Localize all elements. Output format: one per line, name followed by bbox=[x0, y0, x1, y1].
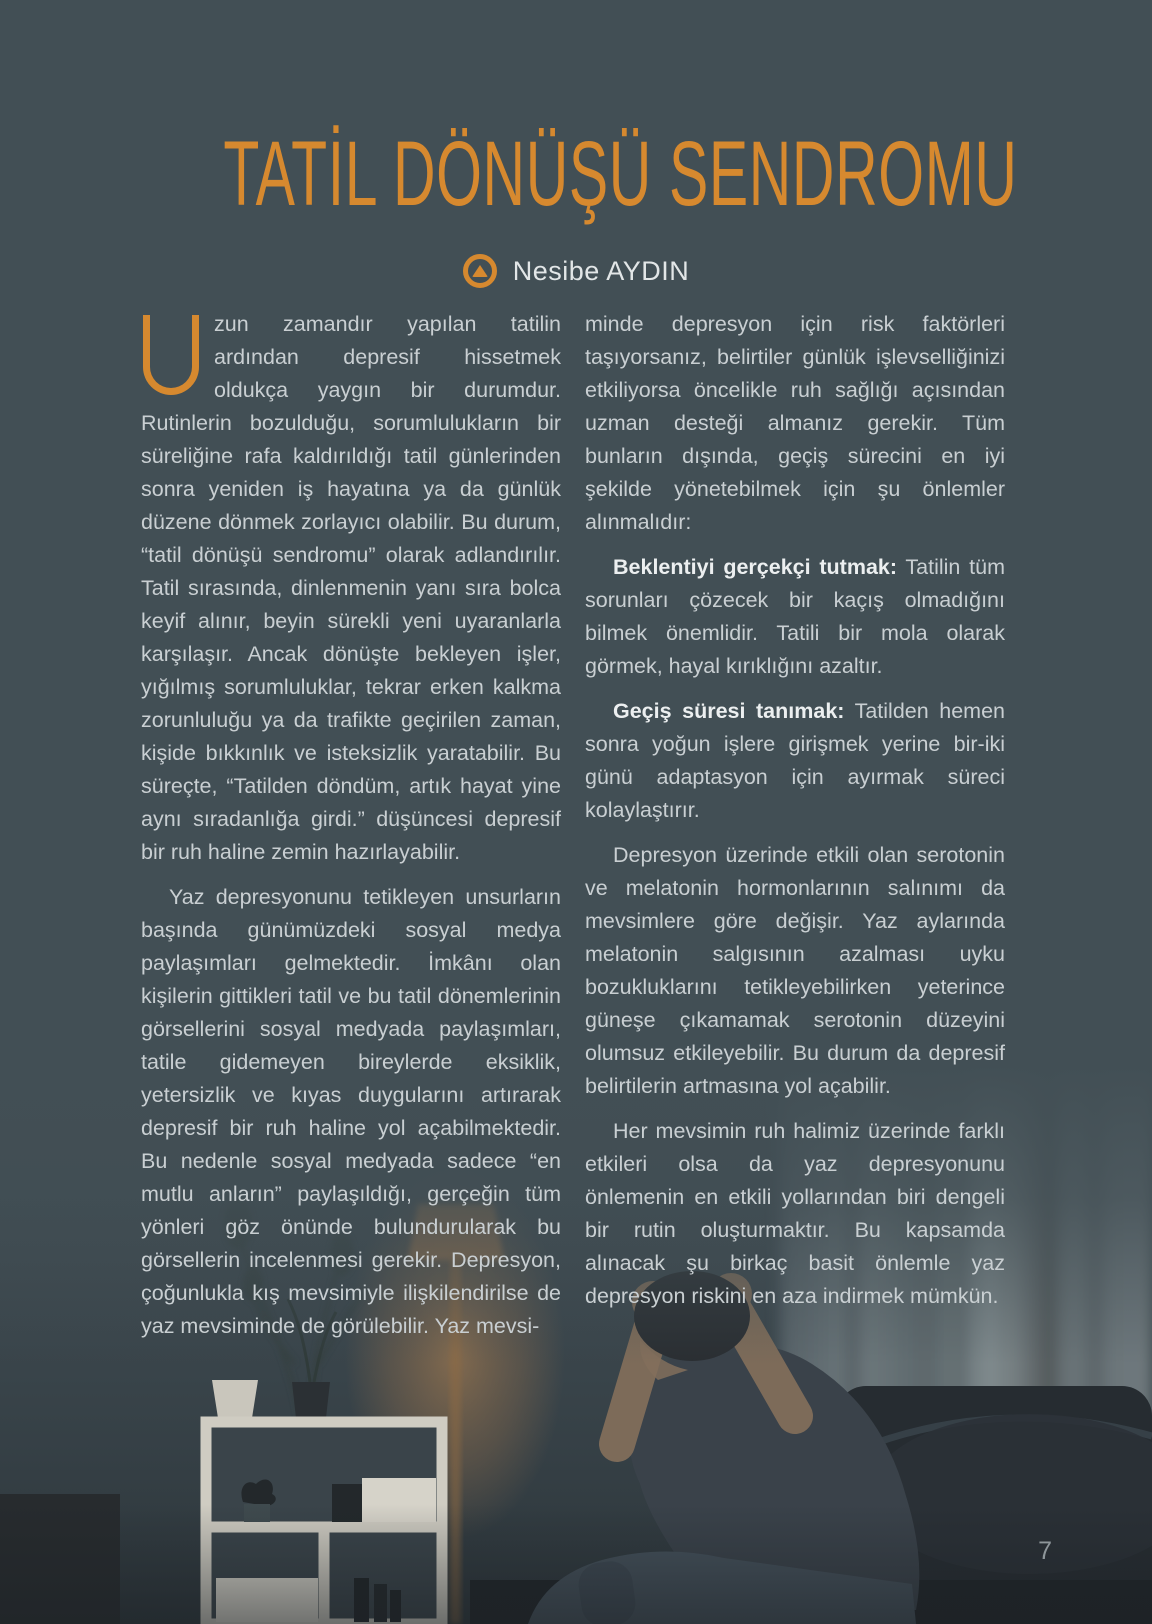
paragraph-2: Yaz depresyonunu tetikleyen unsurların başında günümüzdeki sosyal medya paylaşımları gelmektedir. İmkânı olan kişilerin gittikleri tatil ve bu tatil dönemlerinin görsellerini sosyal medyada paylaşımları, tatile gidemeyen bireylerde eksiklik, yetersizlik ve kıyas duygularını artırarak depresif bir ruh haline yol açabilmektedir. Bu nedenle sosyal medyada sadece “en mutlu anların” paylaşıldığı, gerçeğin tüm yönleri göz önünde bulundurularak bu görsellerin incelenmesi gerekir. Depresyon, çoğunlukla kış mevsimiyle ilişkilendirilse de yaz mevsiminde de görülebilir. Yaz mevsi- bbox=[141, 885, 561, 1338]
paragraph-3: minde depresyon için risk faktörleri taşıyorsanız, belirtiler günlük işlevselliğinizi etkiliyorsa öncelikle ruh sağlığı açısından uzman desteği almanız gerekir. Tüm bunların dışında, geçiş sürecini en iyi şekilde yönetebilmek için şu önlemler alınmalıdır: bbox=[585, 312, 1005, 534]
paragraph-4-lead: Beklentiyi gerçekçi tutmak: bbox=[613, 555, 898, 579]
dark-vase bbox=[292, 1382, 330, 1418]
white-pot bbox=[212, 1380, 258, 1418]
article-header bbox=[0, 123, 1152, 225]
photo-bottom-shade bbox=[0, 1504, 1152, 1624]
page-number: 7 bbox=[1038, 1537, 1052, 1565]
paragraph-6: Depresyon üzerinde etkili olan serotonin ve melatonin hormonlarının salınımı da mevsimlere göre değişir. Yaz aylarında melatonin salgısının azalması uyku bozukluklarını tetikleyebilirken yeterince güneşe çıkamamak serotonin düzeyini olumsuz etkileyebilir. Bu durum da depresif belirtilerin artmasına yol açabilir. bbox=[585, 843, 1005, 1098]
paragraph-4 bbox=[585, 551, 1005, 683]
paragraph-4-text: Tatilin tüm sorunları çözecek bir kaçış olmadığını bilmek önemlidir. Tatili bir mola olarak görmek, hayal kırıklığını azaltır. bbox=[585, 555, 1005, 678]
page-title: TATİL DÖNÜŞÜ SENDROMU bbox=[223, 123, 1018, 225]
paragraph-5 bbox=[585, 695, 1005, 827]
paragraph-1-text: zun zamandır yapılan tatilin ardından depresif hissetmek oldukça yaygın bir durumdur. Rutinlerin bozulduğu, sorumlulukların bir süreliğine rafa kaldırıldığı tatil günlerinden sonra yeniden iş hayatına ya da günlük düzene dönmek zorlayıcı olabilir. Bu durum, “tatil dönüşü sendromu” olarak adlandırılır. Tatil sırasında, dinlenmenin yanı sıra bolca keyif alınır, beyin sürekli yeni uyaranlarla karşılaşır. Ancak dönüşte bekleyen işler, yığılmış sorumluluklar, tekrar erken kalkma zorunluluğu ya da trafikte geçirilen zaman, kişide bıkkınlık ve isteksizlik yaratabilir. Bu süreçte, “Tatilden döndüm, artık hayat yine aynı sıradanlığa girdi.” düşüncesi depresif bir ruh haline zemin hazırlayabilir. bbox=[141, 312, 561, 864]
column-right bbox=[585, 308, 1005, 1355]
byline bbox=[0, 254, 1152, 288]
triangle-icon bbox=[472, 265, 488, 277]
paragraph-5-lead: Geçiş süresi tanımak: bbox=[613, 699, 845, 723]
drop-cap-u bbox=[143, 315, 199, 395]
paragraph-1 bbox=[141, 308, 561, 869]
column-left bbox=[141, 308, 561, 1355]
circle-triangle-badge-icon bbox=[463, 254, 497, 288]
paragraph-7: Her mevsimin ruh halimiz üzerinde farklı etkileri olsa da yaz depresyonunu önlemenin en etkili yollarından biri dengeli bir rutin oluşturmaktır. Bu kapsamda alınacak şu birkaç basit önlemle yaz depresyon riskini en aza indirmek mümkün. bbox=[585, 1119, 1005, 1308]
author-name: Nesibe AYDIN bbox=[512, 255, 690, 286]
paragraph-5-text: Tatilden hemen sonra yoğun işlere girişmek yerine bir-iki günü adaptasyon için ayırmak süreci kolaylaştırır. bbox=[585, 699, 1005, 822]
article-body bbox=[141, 308, 1005, 1355]
